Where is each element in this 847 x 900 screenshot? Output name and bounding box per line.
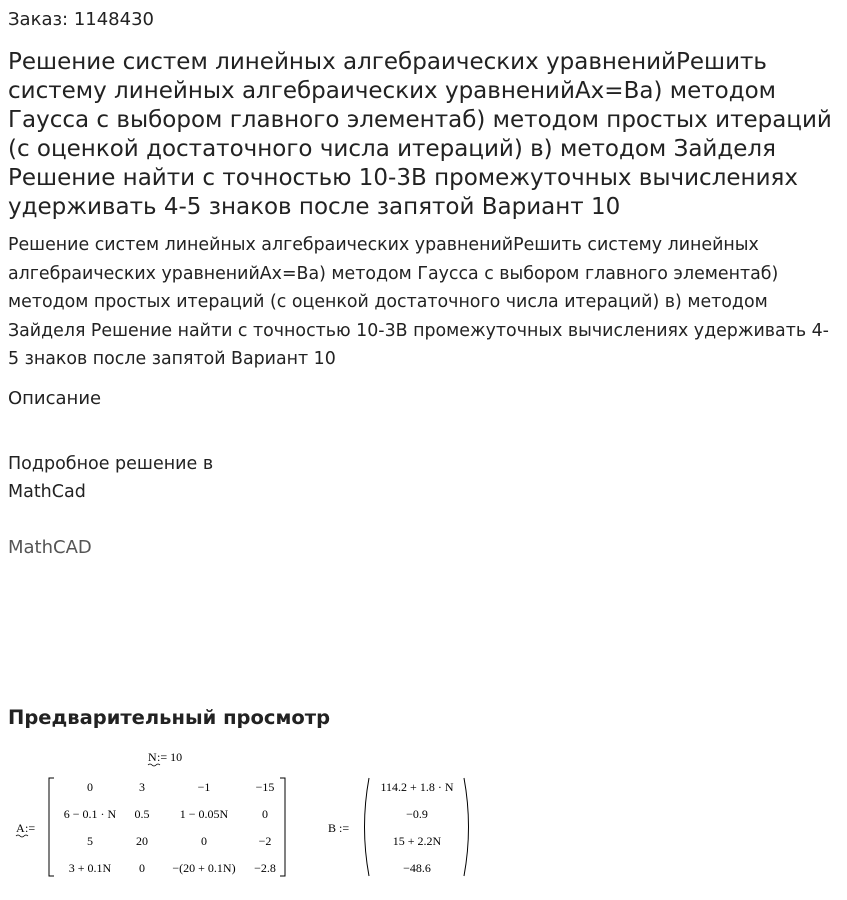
mathcad-preview <box>8 744 488 884</box>
preview-heading: Предварительный просмотр <box>8 706 331 729</box>
n-assignment: := 10 <box>157 750 183 764</box>
vector-b-cell: −48.6 <box>403 861 431 875</box>
vector-b <box>381 780 454 875</box>
matrix-a-cell: 0.5 <box>134 807 150 821</box>
matrix-a-cell: −1 <box>197 780 211 794</box>
matrix-a-right-bracket <box>280 778 285 876</box>
matrix-a-cell: −(20 + 0.1N) <box>172 861 236 875</box>
software-link[interactable]: MathCAD <box>8 537 92 558</box>
matrix-a <box>64 780 276 875</box>
vector-b-cell: 114.2 + 1.8 · N <box>380 780 454 794</box>
preview-image <box>8 744 488 884</box>
matrix-a-cell: 5 <box>87 834 93 848</box>
description-label: Описание <box>8 388 102 409</box>
vector-b-cell: 15 + 2.2N <box>392 834 442 848</box>
matrix-a-cell: 0 <box>139 861 145 875</box>
matrix-a-cell: 0 <box>87 780 93 794</box>
page-title: Решение систем линейных алгебраических уравненийРешить систему линейных алгебраических уравненийАх=Ва) методом Гаусса с выбором главного элементаб) методом простых итераций (с оценкой достаточного числа итераций) в) методом Зайделя Решение найти с точностью 10-3В промежуточных вычислениях удерживать 4-5 знаков после запятой Вариант 10 <box>8 49 832 220</box>
a-variable-label: A <box>16 821 25 835</box>
matrix-a-cell: 1 − 0.05N <box>179 807 229 821</box>
matrix-a-cell: −2 <box>258 834 272 848</box>
matrix-a-cell: 0 <box>201 834 207 848</box>
matrix-a-cell: 3 <box>139 780 145 794</box>
short-description: Решение систем линейных алгебраических уравненийРешить систему линейных алгебраических уравненийАх=Ва) методом Гаусса с выбором главного элементаб) методом простых итераций (с оценкой достаточного числа итераций) в) методом Зайделя Решение найти с точностью 10-3В промежуточных вычислениях удерживать 4-5 знаков после запятой Вариант 10 <box>8 235 829 370</box>
matrix-a-cell: 6 − 0.1 · N <box>63 807 117 821</box>
b-assignment: B := <box>328 821 350 835</box>
a-assignment: := <box>25 821 36 835</box>
description-text: Подробное решение в MathCad <box>8 454 214 502</box>
matrix-a-cell: 0 <box>262 807 268 821</box>
matrix-a-cell: 20 <box>136 834 148 848</box>
n-underline <box>148 764 160 766</box>
matrix-a-cell: 3 + 0.1N <box>68 861 112 875</box>
matrix-a-cell: −2.8 <box>254 861 276 875</box>
vector-b-right-paren <box>464 778 469 876</box>
matrix-a-left-bracket <box>49 778 54 876</box>
vector-b-cell: −0.9 <box>406 807 428 821</box>
vector-b-left-paren <box>365 778 370 876</box>
order-number: Заказ: 1148430 <box>8 9 154 30</box>
n-variable-label: N <box>148 750 157 764</box>
matrix-a-cell: −15 <box>255 780 275 794</box>
a-underline <box>16 835 28 837</box>
